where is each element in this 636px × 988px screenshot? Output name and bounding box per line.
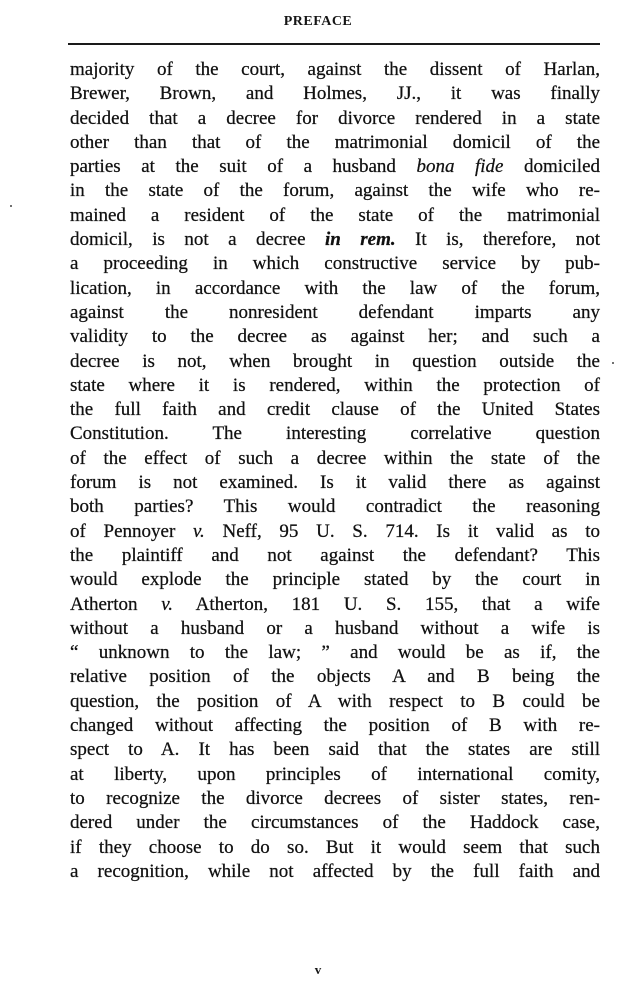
text-line: [70, 82, 600, 106]
text-run: a proceeding in which constructive service by pub-: [70, 253, 600, 275]
text-line: [70, 495, 600, 519]
text-run: if they choose to do so. But it would seem that such: [70, 836, 600, 858]
text-run: mained a resident of the state of the matrimonial: [70, 204, 600, 226]
text-run: Neff, 95 U. S. 714. Is it valid as to: [204, 520, 600, 542]
text-run: It is, therefore, not: [395, 229, 601, 251]
text-line: [70, 641, 600, 665]
text-line: [70, 836, 600, 860]
text-run: validity to the decree as against her; and such a: [70, 326, 600, 348]
text-line: [70, 447, 600, 471]
text-run: majority of the court, against the dissent of Harlan,: [70, 59, 600, 80]
text-run: decree is not, when brought in question outside the: [70, 350, 600, 372]
text-line: [70, 593, 600, 617]
text-run: dered under the circumstances of the Haddock case,: [70, 812, 600, 834]
text-run: Atherton, 181 U. S. 155, that a wife: [173, 593, 600, 615]
text-line: [70, 544, 600, 568]
text-line: [70, 374, 600, 398]
text-line: [70, 204, 600, 228]
text-run: would explode the principle stated by the court in: [70, 569, 600, 591]
text-line: [70, 325, 600, 349]
bold-italic-term: in rem.: [324, 229, 396, 251]
text-run: state where it is rendered, within the protection of: [70, 374, 600, 396]
text-line: [70, 714, 600, 738]
text-line: [70, 520, 600, 544]
text-run: against the nonresident defendant imparts any: [70, 301, 600, 323]
text-run: other than that of the matrimonial domicil of the: [70, 131, 600, 153]
italic-term: v.: [193, 520, 205, 542]
text-line: [70, 131, 600, 155]
text-line: [70, 617, 600, 641]
text-line: [70, 763, 600, 787]
text-run: decided that a decree for divorce rendered in a state: [70, 107, 600, 129]
text-run: of Pennoyer: [70, 520, 194, 542]
text-run: of the effect of such a decree within the state of the: [70, 447, 600, 469]
text-line: [70, 568, 600, 592]
text-line: [70, 350, 600, 374]
text-run: in the state of the forum, against the wife who re-: [70, 180, 600, 202]
text-run: without a husband or a husband without a wife is: [70, 617, 600, 639]
text-run: parties at the suit of a husband: [70, 156, 417, 178]
text-run: lication, in accordance with the law of the forum,: [70, 277, 600, 299]
text-run: domiciled: [503, 156, 601, 178]
text-line: [70, 860, 600, 884]
text-line: [70, 787, 600, 811]
text-run: changed without affecting the position of B with re-: [70, 715, 600, 737]
text-run: the plaintiff and not against the defendant? This: [70, 544, 600, 566]
text-run: relative position of the objects A and B being the: [70, 666, 600, 688]
text-run: at liberty, upon principles of international comity,: [70, 763, 600, 785]
text-line: [70, 422, 600, 446]
text-line: [70, 690, 600, 714]
text-line: [70, 471, 600, 495]
text-line: [70, 398, 600, 422]
text-line: [70, 179, 600, 203]
text-line: [70, 107, 600, 131]
scan-speck: [612, 362, 614, 364]
header-rule: [68, 43, 600, 45]
text-run: forum is not examined. Is it valid there as against: [70, 472, 600, 494]
text-line: [70, 811, 600, 835]
italic-term: bona fide: [416, 156, 504, 178]
text-run: Atherton: [70, 593, 162, 615]
italic-term: v.: [161, 593, 174, 615]
text-line: [70, 738, 600, 762]
text-run: question, the position of A with respect to B could be: [70, 690, 600, 712]
text-line: [70, 301, 600, 325]
page-number: v: [314, 962, 322, 977]
text-line: [70, 228, 600, 252]
text-run: Brewer, Brown, and Holmes, JJ., it was finally: [70, 83, 600, 105]
text-run: to recognize the divorce decrees of sister states, ren-: [70, 787, 600, 809]
text-line: [70, 58, 600, 82]
text-run: “ unknown to the law; ” and would be as if, the: [70, 642, 600, 664]
text-run: domicil, is not a decree: [70, 229, 325, 251]
text-line: [70, 665, 600, 689]
text-run: spect to A. It has been said that the states are still: [70, 739, 600, 761]
text-run: the full faith and credit clause of the United States: [70, 399, 600, 421]
body-paragraph: [70, 58, 600, 884]
text-run: a recognition, while not affected by the full faith and: [70, 860, 600, 882]
text-run: both parties? This would contradict the reasoning: [70, 496, 600, 518]
text-line: [70, 277, 600, 301]
scan-speck: [10, 205, 12, 207]
running-head-title: PREFACE: [283, 14, 353, 29]
text-line: [70, 252, 600, 276]
text-line: [70, 155, 600, 179]
text-run: Constitution. The interesting correlative question: [70, 423, 600, 445]
